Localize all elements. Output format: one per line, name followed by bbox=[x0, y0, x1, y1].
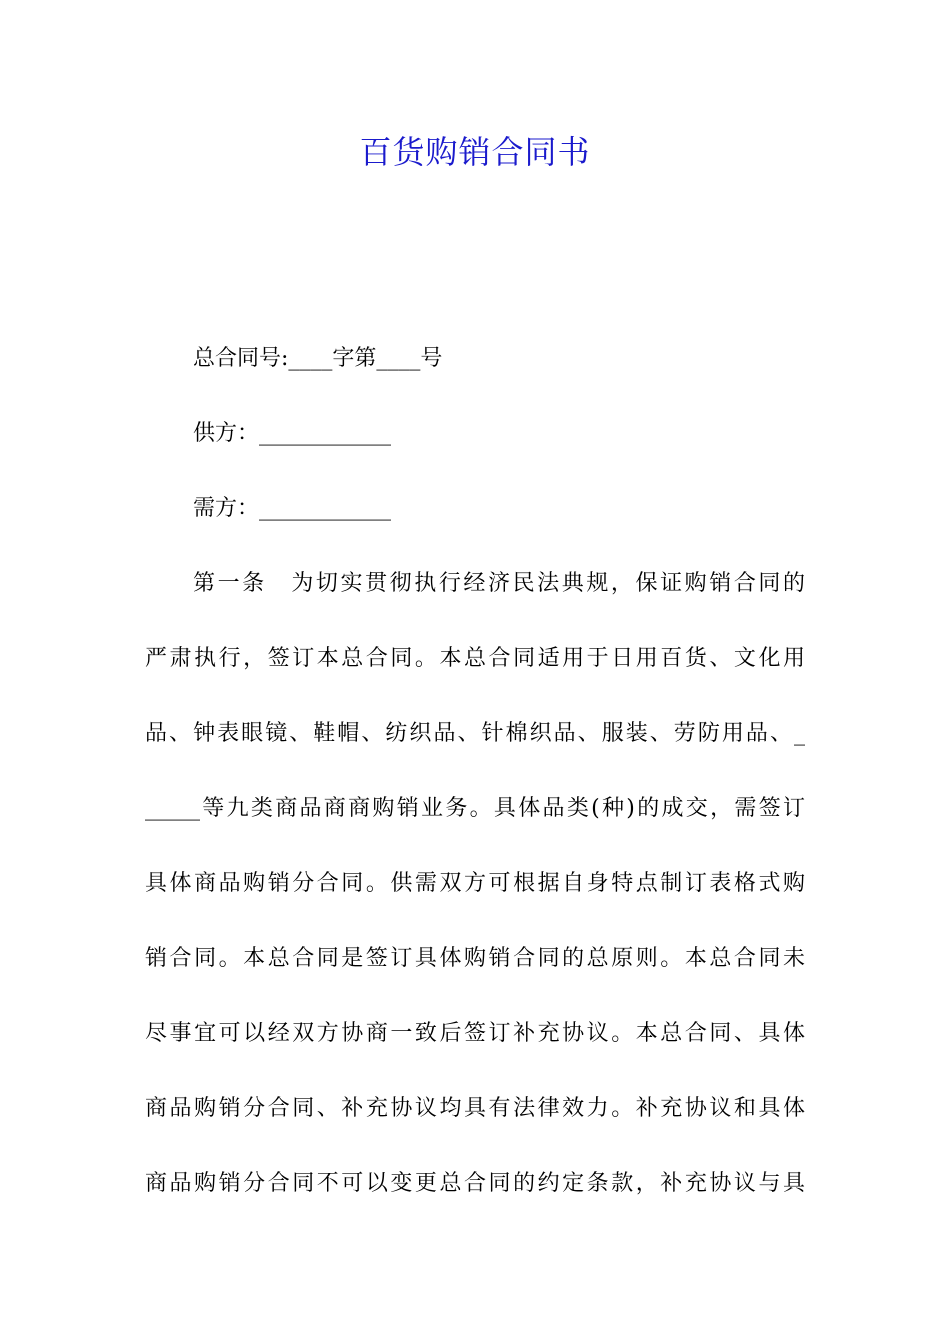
article-one-line: 第一条 为切实贯彻执行经济民法典规，保证购销合同的 bbox=[193, 571, 805, 596]
article-one bbox=[145, 568, 805, 1243]
article-one-line: _____等九类商品商商购销业务。具体品类(种)的成交，需签订 bbox=[145, 796, 805, 821]
contract-number-line: 总合同号:____字第____号 bbox=[193, 346, 443, 371]
buyer-line: 需方：____________ bbox=[193, 496, 392, 521]
article-one-line: 销合同。本总合同是签订具体购销合同的总原则。本总合同未 bbox=[145, 946, 805, 971]
article-one-line: 商品购销分合同、补充协议均具有法律效力。补充协议和具体 bbox=[145, 1096, 805, 1121]
supplier-line: 供方：____________ bbox=[193, 421, 392, 446]
article-one-line: 尽事宜可以经双方协商一致后签订补充协议。本总合同、具体 bbox=[145, 1021, 805, 1046]
article-one-line: 商品购销分合同不可以变更总合同的约定条款，补充协议与具 bbox=[145, 1171, 805, 1196]
document-title: 百货购销合同书 bbox=[359, 133, 591, 171]
article-one-line: 品、钟表眼镜、鞋帽、纺织品、针棉织品、服装、劳防用品、_ bbox=[145, 721, 805, 746]
article-one-line: 具体商品购销分合同。供需双方可根据自身特点制订表格式购 bbox=[145, 871, 805, 896]
article-one-line: 严肃执行，签订本总合同。本总合同适用于日用百货、文化用 bbox=[145, 646, 805, 671]
